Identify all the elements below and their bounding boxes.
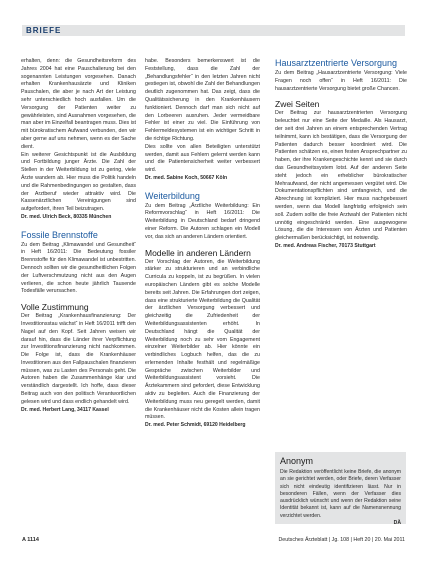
col2-author-1: Dr. med. Sabine Koch, 50667 Köln: [145, 174, 228, 181]
section-header-bar: [22, 25, 405, 36]
heading-zwei-seiten: Zwei Seiten: [275, 99, 320, 110]
column-3: [275, 58, 407, 251]
col2-author-2: Dr. med. Peter Schmidt, 69120 Heidelberg: [145, 422, 246, 429]
col1-author-2: Dr. med. Herbert Lang, 34117 Kassel: [21, 406, 109, 413]
col3-section1-body: Zu dem Beitrag „Hausarztzentrierte Versorgung: Viele Fragen noch offen“ in Heft 16/2011: Die hausarztzentrierte Versorgung bietet große Chancen.: [275, 70, 407, 92]
anonym-box-title: Anonym: [280, 456, 314, 466]
column-2: [145, 58, 260, 430]
heading-modelle-in-anderen-laendern: Modelle in anderen Ländern: [145, 247, 251, 258]
anonym-box-body: Die Redaktion veröffentlicht keine Briefe, die anonym an sie gerichtet werden, oder Briefe, deren Verfasser sich nicht eindeutig identifizieren lässt. Nur in besonderen Fällen, wenn der Verfasser dies ausdrücklich wünscht und wenn der Redaktion seine Identität bekannt ist, kann auf die Namensnennung verzichtet werden.: [280, 469, 401, 519]
col2-paragraph-2: Dies sollte von allen Beteiligten unterstützt werden, damit aus Fehlern gelernt werden kann und die Patientensicherheit weiter verbessert wird.: [145, 143, 260, 174]
section-label: BRIEFE: [26, 26, 62, 35]
heading-fossile-brennstoffe: Fossile Brennstoffe: [21, 229, 98, 240]
col1-paragraph-2: Ein weiterer Gesichtspunkt ist die Ausbildung und Fortbildung junger Ärzte. Die Zahl der Stellen in der Weiterbildung ist zu gering, viele Ärzte wandern ab. Hier muss die Politik handeln und die Rahmenbedingungen so gestalten, dass der Arztberuf wieder attraktiv wird. Die Kassenärztlichen Vereinigungen sind aufgefordert, ihren Teil beizutragen.: [21, 151, 136, 213]
heading-volle-zustimmung: Volle Zustimmung: [21, 302, 89, 313]
col1-section2-body: Der Beitrag „Krankenhausfinanzierung: Der Investitionsstau wächst“ in Heft 16/2011 trifft den Nagel auf den Kopf. Seit Jahren weisen wir darauf hin, dass die Länder ihrer Verpflichtung zur Investitionsfinanzierung nicht nachkommen. Die Folge ist, dass die Krankenhäuser Investitionen aus den Fallpauschalen finanzieren müssen, was zu Lasten des Personals geht. Die Autoren haben die Zusammenhänge klar und verständlich dargestellt. Ich hoffe, dass dieser Beitrag auch von den politisch Verantwortlichen gelesen wird und dass endlich gehandelt wird.: [21, 313, 136, 405]
heading-weiterbildung: Weiterbildung: [145, 190, 200, 201]
col1-author-1: Dr. med. Ulrich Beck, 80335 München: [21, 213, 112, 220]
col2-section2-body: Der Vorschlag der Autoren, die Weiterbildung stärker zu strukturieren und an verbindliche Curricula zu koppeln, ist zu begrüßen. In vielen europäischen Ländern gibt es solche Modelle bereits seit Jahren. Die Erfahrungen dort zeigen, dass eine strukturierte Weiterbildung die Qualität der ärztlichen Versorgung verbessert und gleichzeitig die Zufriedenheit der Weiterbildungsassistenten erhöht. In Deutschland hängt die Qualität der Weiterbildung noch zu sehr vom Engagement einzelner Weiterbilder ab. Hier könnte ein verbindliches Logbuch helfen, das die zu erlernenden Inhalte festhält und regelmäßige Gespräche zwischen Weiterbilder und Weiterbildungsassistent vorsieht. Die Ärztekammern sind gefordert, diese Entwicklung aktiv zu begleiten. Auch die Finanzierung der Weiterbildung muss neu geregelt werden, damit die Krankenhäuser nicht die Kosten allein tragen müssen.: [145, 258, 260, 421]
column-1: [21, 58, 136, 414]
col2-paragraph-1: habe. Besonders bemerkenswert ist die Feststellung, dass die Zahl der „Behandlungsfehler“ in den letzten Jahren nicht gestiegen ist, obwohl die Zahl der Behandlungen deutlich zugenommen hat. Das zeigt, dass die Qualitätssicherung in den Krankenhäusern funktioniert. Dennoch darf man sich nicht auf den Lorbeeren ausruhen. Jeder vermeidbare Fehler ist einer zu viel. Die Einführung von Fehlermeldesystemen ist ein wichtiger Schritt in die richtige Richtung.: [145, 58, 260, 142]
journal-citation: Deutsches Ärzteblatt | Jg. 108 | Heft 20 | 20. Mai 2011: [278, 537, 405, 543]
col1-paragraph-1: erhalten, denn: die Gesundheitsreform des Jahres 2004 hat eine Pauschalierung bei den sogenannten Leistungen vorgesehen. Danach erhalten Krankenhausärzte und Kliniken Pauschalen, die aber je nach Art der Leistung sehr unterschiedlich hoch ausfallen. Um die Versorgung der Patienten weiter zu gewährleisten, sind Ausnahmen vorgesehen, die man aber im Einzelfall beantragen muss. Dies ist mit bürokratischem Aufwand verbunden, den wir aber gerne auf uns nehmen, wenn es der Sache dient.: [21, 58, 136, 150]
anonym-info-box: [275, 452, 406, 527]
page-number: A 1114: [22, 537, 39, 543]
heading-hausarztzentrierte-versorgung: Hausarztzentrierte Versorgung: [275, 58, 398, 68]
col3-section2-body: Der Beitrag zur hausarztzentrierten Versorgung beleuchtet nur eine Seite der Medaille. Als Hausarzt, der seit drei Jahren an einem entsprechenden Vertrag teilnimmt, kann ich bestätigen, dass die Versorgung der Patienten dadurch besser koordiniert wird. Die Patienten schätzen es, einen festen Ansprechpartner zu haben, der ihre Krankengeschichte kennt und sie durch das Gesundheitssystem lotst. Auf der anderen Seite steht jedoch ein erheblicher bürokratischer Mehraufwand, der nicht angemessen vergütet wird. Die Dokumentationspflichten sind umfangreich, und die Abrechnung ist kompliziert. Hier muss nachgebessert werden, wenn das Modell langfristig erfolgreich sein soll. Zudem sollte die freie Arztwahl der Patienten nicht unnötig eingeschränkt werden. Eine ausgewogene Lösung, die die Interessen von Ärzten und Patienten gleichermaßen berücksichtigt, ist notwendig.: [275, 110, 407, 242]
anonym-box-signature: DÄ: [393, 520, 401, 527]
col1-section1-body: Zu dem Beitrag „Klimawandel und Gesundheit“ in Heft 16/2011: Die Bedeutung fossiler Brennstoffe für den Klimawandel ist unbestritten. Dennoch sollten wir die gesundheitlichen Folgen der Luftverschmutzung nicht aus den Augen verlieren, die schon heute jährlich Tausende Todesfälle verursachen.: [21, 241, 136, 295]
col2-section1-body: Zu dem Beitrag „Ärztliche Weiterbildung: Ein Reformvorschlag“ in Heft 16/2011: Die Weiterbildung in Deutschland bedarf dringend einer Reform. Die Autoren schlagen ein Modell vor, das sich an anderen Ländern orientiert.: [145, 202, 260, 240]
col3-author: Dr. med. Andreas Fischer, 70173 Stuttgart: [275, 242, 376, 249]
